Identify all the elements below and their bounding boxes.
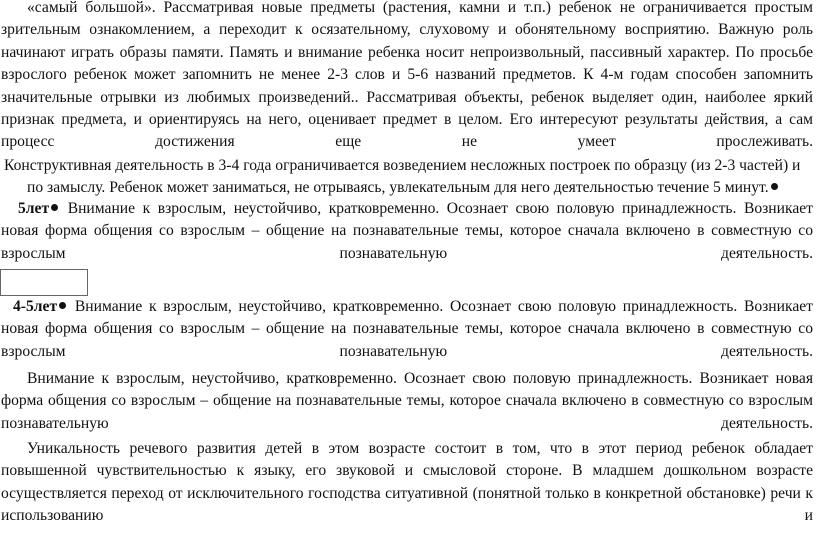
paragraph-attention: Внимание к взрослым, неустойчиво, кратковременно. Осознает свою половую принадлежность. Возникает новая форма общения со взрослым – общение на познавательные темы, которое сначала включено в совместную со взрослым познавательную деятельность. [1, 370, 813, 432]
paragraph-speech: Уникальность речевого развития детей в этом возрасте состоит в том, что в этот период ребенок обладает повышенной чувствительностью к языку, его звуковой и смысловой стороне. В младшем дошкольном возрасте осуществляется переход от исключительного господства ситуативной (понятной только в конкретной обстановке) речи к использованию и [1, 440, 813, 525]
age-label-4-5: 4-5лет [13, 298, 58, 315]
bullet-icon [59, 302, 66, 309]
block-5-years [1, 198, 813, 288]
block-5-text: Внимание к взрослым, неустойчиво, кратковременно. Осознает свою половую принадлежность. Возникает новая форма общения со взрослым – общение на познавательные темы, которое сначала включено в совместную со взрослым познавательную деятельность. [1, 200, 813, 262]
constructive-line-1: Конструктивная деятельность в 3-4 года ограничивается возведением несложных построек по образцу (из 2-3 частей) и [4, 157, 801, 174]
empty-box [0, 269, 88, 296]
bullet-icon [771, 183, 778, 190]
constructive-line-2-text: по замыслу. Ребенок может заниматься, не отрываясь, увлекательным для него деятельностью течение 5 минут. [27, 179, 769, 196]
block-4-5-text: Внимание к взрослым, неустойчиво, кратковременно. Осознает свою половую принадлежность. Возникает новая форма общения со взрослым – общение на познавательные темы, которое сначала включено в совместную со взрослым познавательную деятельность. [1, 298, 813, 360]
paragraph-perception: «самый большой». Рассматривая новые предметы (растения, камни и т.п.) ребенок не ограничивается простым зрительным ознакомлением, а переходит к осязательному, слуховому и обонятельному восприятию. Важную роль начинают играть образы памяти. Память и внимание ребенка носит непроизвольный, пассивный характер. По просьбе взрослого ребенок может запомнить не менее 2-3 слов и 5-6 названий предметов. К 4-м годам способен запомнить значительные отрывки из любимых произведений.. Рассматривая объекты, ребенок выделяет один, наиболее яркий признак предмета, и ориентируясь на него, оценивает предмет в целом. Его интересуют результаты действия, а сам процесс достижения еще не умеет прослеживать. [1, 0, 813, 151]
constructive-line-2 [27, 177, 780, 199]
age-label-5: 5лет [18, 200, 50, 217]
bullet-icon [51, 204, 58, 211]
